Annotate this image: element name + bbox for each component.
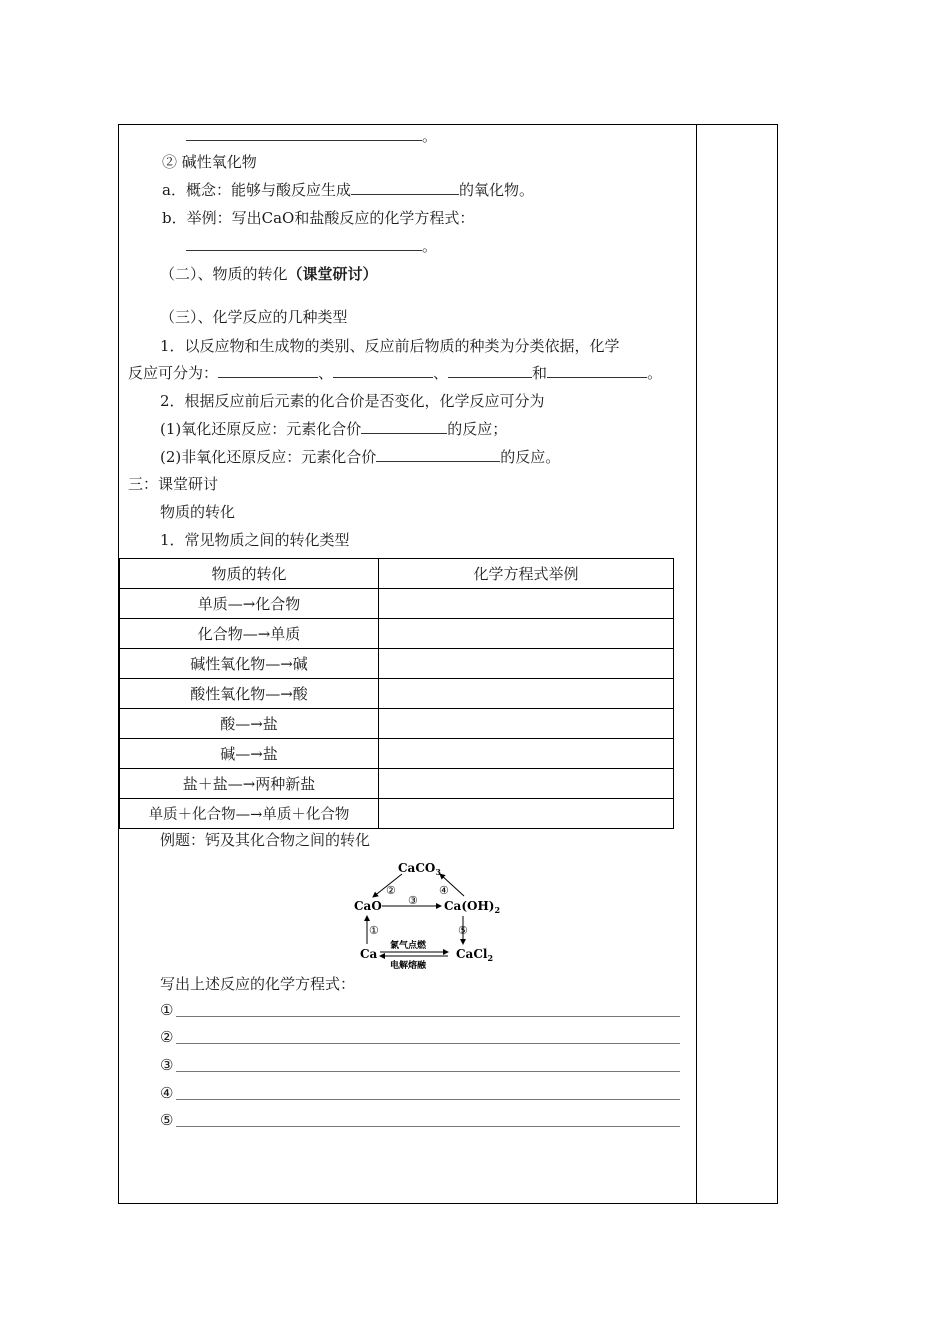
answer-number: ④ xyxy=(160,1084,174,1102)
equation-cell[interactable] xyxy=(379,589,674,619)
column-divider xyxy=(696,124,697,1204)
table-row xyxy=(120,589,674,619)
redox-blank[interactable] xyxy=(361,419,447,434)
node-cacl2: CaCl$_2$ xyxy=(456,947,494,963)
answer-line[interactable] xyxy=(176,1126,680,1127)
table-header-row xyxy=(120,559,674,589)
equation-cell[interactable] xyxy=(379,739,674,769)
conversion-type: 碱性氧化物—→碱 xyxy=(120,649,379,679)
node-cao: CaO xyxy=(354,899,382,913)
label-2: ② xyxy=(386,884,396,897)
label-3: ③ xyxy=(408,894,418,907)
concept-blank[interactable] xyxy=(351,180,459,195)
conversion-type: 碱—→盐 xyxy=(120,739,379,769)
cao-equation-blank[interactable] xyxy=(186,236,422,251)
table-row xyxy=(120,679,674,709)
valence-classification-line: 2．根据反应前后元素的化合价是否变化，化学反应可分为 xyxy=(160,392,545,410)
conversion-type: 酸性氧化物—→酸 xyxy=(120,679,379,709)
equation-cell[interactable] xyxy=(379,799,674,829)
continued-answer-line: 。 xyxy=(186,126,437,146)
cao-equation-line: 。 xyxy=(186,236,437,256)
classification-line-1: 1．以反应物和生成物的类别、反应前后物质的种类为分类依据，化学 xyxy=(160,337,620,355)
table-row xyxy=(120,619,674,649)
equation-cell[interactable] xyxy=(379,649,674,679)
equation-cell[interactable] xyxy=(379,709,674,739)
section-two-heading: （二）、物质的转化（课堂研讨） xyxy=(160,265,378,283)
section-three-heading: （三）、化学反应的几种类型 xyxy=(160,308,348,326)
conversion-type: 化合物—→单质 xyxy=(120,619,379,649)
example-line: b．举例：写出CaO和盐酸反应的化学方程式： xyxy=(162,209,475,227)
non-redox-blank[interactable] xyxy=(376,447,500,462)
table-row xyxy=(120,799,674,829)
calcium-conversion-diagram xyxy=(340,852,520,970)
transformation-types-item: 1．常见物质之间的转化类型 xyxy=(160,531,350,549)
answer-number: ⑤ xyxy=(160,1111,174,1129)
reaction-type-blank-3[interactable] xyxy=(448,363,532,378)
classification-line-2: 反应可分为： 、 、 和 。 xyxy=(128,364,663,382)
answer-number: ② xyxy=(160,1028,174,1046)
basic-oxide-heading: ② 碱性氧化物 xyxy=(162,153,257,171)
concept-line: a．概念：能够与酸反应生成 的氧化物。 xyxy=(162,181,534,199)
reverse-condition: 电解熔融 xyxy=(390,961,427,970)
answer-line[interactable] xyxy=(176,1043,680,1044)
forward-condition: 氯气点燃 xyxy=(390,941,427,951)
write-equations-prompt: 写出上述反应的化学方程式： xyxy=(160,975,356,993)
reaction-type-blank-4[interactable] xyxy=(547,363,647,378)
label-1: ① xyxy=(369,924,379,937)
answer-number: ① xyxy=(160,1001,174,1019)
equation-cell[interactable] xyxy=(379,679,674,709)
equation-cell[interactable] xyxy=(379,769,674,799)
node-ca: Ca xyxy=(360,947,378,961)
answer-line[interactable] xyxy=(176,1016,680,1017)
table-row xyxy=(120,739,674,769)
transformation-subheading: 物质的转化 xyxy=(160,503,236,521)
answer-number: ③ xyxy=(160,1056,174,1074)
conversion-type: 酸—→盐 xyxy=(120,709,379,739)
conversion-table xyxy=(119,558,674,829)
table-row xyxy=(120,649,674,679)
table-header: 物质的转化 xyxy=(120,559,379,589)
redox-line: (1)氧化还原反应：元素化合价 的反应； xyxy=(160,420,508,438)
table-row xyxy=(120,709,674,739)
label-5: ⑤ xyxy=(458,924,468,937)
part-three-heading: 三：课堂研讨 xyxy=(128,475,219,493)
answer-blank[interactable] xyxy=(186,126,422,141)
non-redox-line: (2)非氧化还原反应：元素化合价 的反应。 xyxy=(160,448,561,466)
table-row xyxy=(120,769,674,799)
node-caco3: CaCO$_3$ xyxy=(398,861,441,877)
node-caoh2: $Ca(OH)_2$ xyxy=(444,899,501,915)
conversion-type: 单质＋化合物—→单质＋化合物 xyxy=(120,799,379,829)
equation-cell[interactable] xyxy=(379,619,674,649)
example-title: 例题：钙及其化合物之间的转化 xyxy=(160,831,371,849)
reaction-type-blank-2[interactable] xyxy=(333,363,433,378)
conversion-type: 盐＋盐—→两种新盐 xyxy=(120,769,379,799)
label-4: ④ xyxy=(439,884,449,897)
reaction-type-blank-1[interactable] xyxy=(218,363,318,378)
answer-line[interactable] xyxy=(176,1099,680,1100)
answer-line[interactable] xyxy=(176,1071,680,1072)
conversion-type: 单质—→化合物 xyxy=(120,589,379,619)
table-header: 化学方程式举例 xyxy=(379,559,674,589)
